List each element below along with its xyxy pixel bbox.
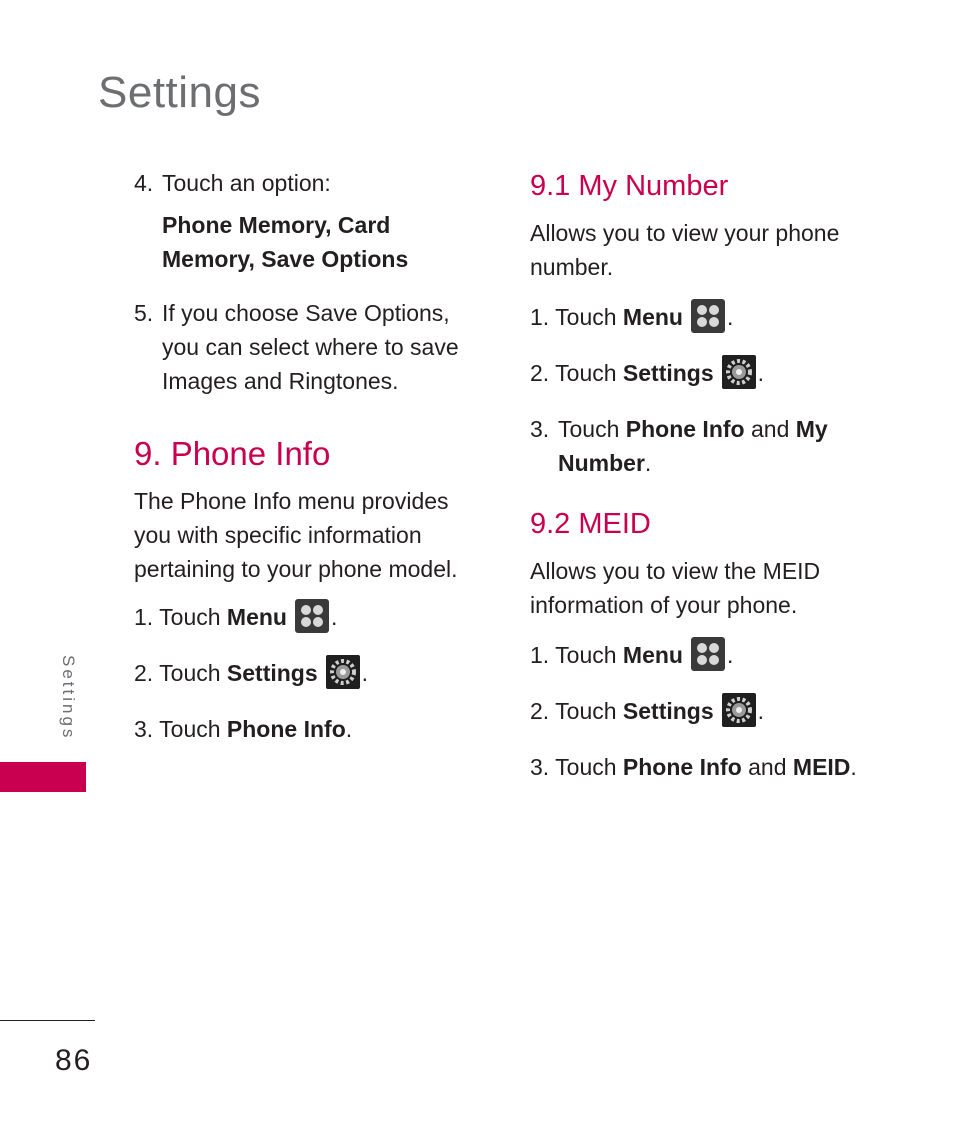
menu-label: Menu [622,641,683,668]
step-number: 4. [134,170,154,196]
section-tab-marker [0,762,86,792]
section-description: Allows you to view the MEID information of your phone. [530,557,821,618]
instruction-step [530,356,875,392]
step-suffix: . [726,641,734,668]
step-text: Touch an option: [162,170,331,196]
instruction-step [134,600,479,636]
settings-icon [326,655,360,689]
my-number-label: My Number [558,415,828,476]
page-number: 86 [55,1044,93,1077]
phone-info-label: Phone Info [625,415,745,442]
step-prefix: 1. Touch [530,641,623,668]
step-prefix: 1. Touch [530,304,623,330]
step-number: 5. [134,300,154,326]
step-suffix: . [726,304,734,330]
page-title: Settings [98,68,261,117]
step-prefix: 2. Touch [530,359,623,386]
option-list [134,208,479,276]
instruction-step [134,656,479,692]
section-heading-meid: 9.2 MEID [530,507,651,540]
step-prefix: 1. Touch [134,604,227,630]
menu-icon [691,637,725,671]
settings-icon [722,693,756,727]
step-joiner: and [741,753,793,780]
step-suffix: . [757,359,765,386]
phone-info-label: Phone Info [622,753,742,780]
step-text: If you choose Save Options, you can select where to save Images and Ringtones. [162,300,459,394]
section-intro: The Phone Info menu provides you with specific information pertaining to your phone model. [134,488,458,582]
step-joiner: and [744,415,796,442]
step-prefix: 2. Touch [530,697,623,724]
right-column [530,166,875,794]
sidebar-section-label: Settings [59,655,78,741]
instruction-step [530,750,875,784]
step-prefix: Touch [558,415,626,442]
settings-label: Settings [622,359,714,386]
step-5 [134,296,479,398]
settings-label: Settings [226,659,318,686]
footer-divider [0,1020,95,1021]
menu-label: Menu [226,604,287,630]
step-suffix: . [850,753,857,780]
step-suffix: . [361,659,369,686]
left-column [134,166,479,756]
step-prefix: 3. Touch [530,753,623,780]
settings-icon [722,355,756,389]
step-4 [134,166,479,200]
menu-icon [691,299,725,333]
step-suffix: . [757,697,765,724]
instruction-step [530,412,875,480]
option-line: Phone Memory, Card [162,212,391,238]
step-text [530,412,875,480]
instruction-step [134,712,479,746]
menu-icon [295,599,329,633]
option-line: Memory, Save Options [162,246,409,272]
menu-label: Menu [622,304,683,330]
step-suffix: . [644,449,652,476]
step-prefix: 2. Touch [134,659,227,686]
section-description: Allows you to view your phone number. [530,220,840,280]
meid-label: MEID [792,753,851,780]
step-suffix: . [345,715,353,742]
section-heading-phone-info: 9. Phone Info [134,435,331,472]
instruction-step [530,694,875,730]
step-prefix: 3. Touch [134,715,227,742]
step-number: 3. [530,415,550,442]
step-suffix: . [330,604,338,630]
section-heading-my-number: 9.1 My Number [530,170,729,202]
instruction-step [530,638,875,674]
settings-label: Settings [622,697,714,724]
instruction-step [530,300,875,336]
phone-info-label: Phone Info [226,715,346,742]
